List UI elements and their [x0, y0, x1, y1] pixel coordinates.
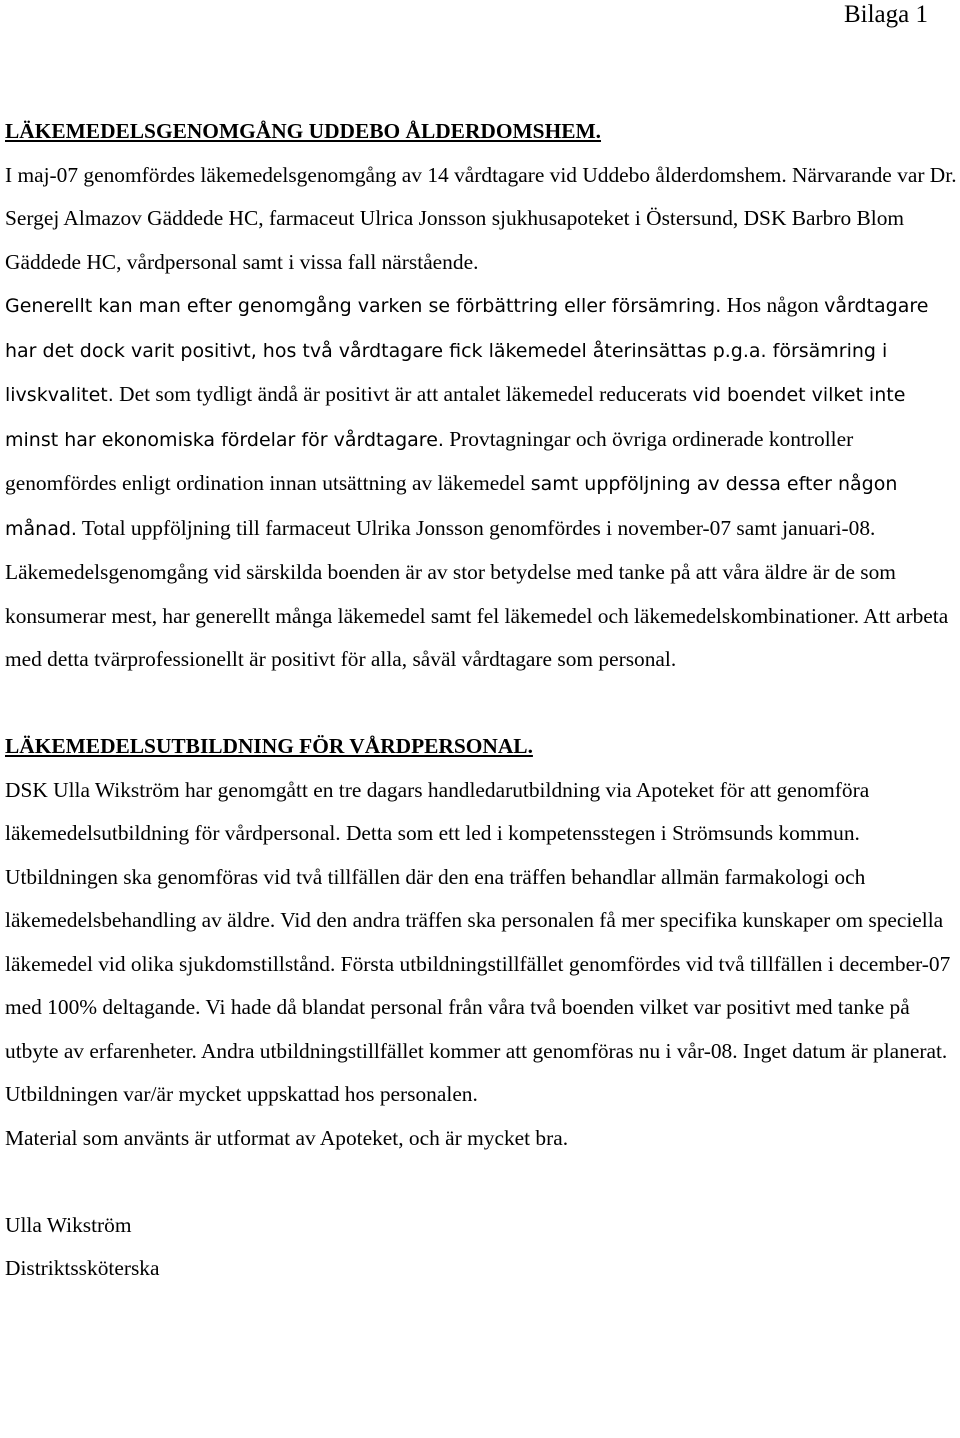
signature-title: Distriktssköterska [5, 1256, 160, 1280]
signature-name: Ulla Wikström [5, 1212, 132, 1237]
appendix-label: Bilaga 1 [843, 1, 928, 28]
paragraph-outcome [5, 284, 960, 551]
spacer [5, 682, 960, 726]
paragraph-material: Material som använts är utformat av Apoteket, och är mycket bra. [5, 1125, 569, 1150]
text-run-serif: Total uppföljning till farmaceut Ulrika Jonsson genomfördes i november-07 samt januari-08. [81, 515, 876, 540]
text-run-sans: Generellt kan man efter genomgång varken se förbättring eller försämring. [5, 295, 722, 317]
text-run-sans: vid boendet vilket inte minst har ekonomiska fördelar för vårdtagare. [5, 384, 906, 451]
paragraph-training: DSK Ulla Wikström har genomgått en tre dagars handledarutbildning via Apoteket för att genomföra läkemedelsutbildning för vårdpersonal. Detta som ett led i kompetensstegen i Strömsunds kommun. Utbildningen ska genomföras vid två tillfällen där den ena träffen behandlar allmän farmakologi och läkemedelsbehandling av äldre. Vid den andra träffen ska personalen få mer specifika kunskaper om speciella läkemedel vid olika sjukdomstillstånd. Första utbildningstillfället genomfördes vid två tillfällen i december-07 med 100% deltagande. Vi hade då blandat personal från våra två boenden vilket var positivt med tanke på utbyte av erfarenheter. Andra utbildningstillfället kommer att genomföras nu i vår-08. Inget datum är planerat. Utbildningen var/är mycket uppskattad hos personalen. [5, 777, 951, 1106]
text-run-serif: Det som tydligt ändå är positivt är att antalet läkemedel reducerats [119, 382, 687, 406]
section-heading-medication-review: LÄKEMEDELSGENOMGÅNG UDDEBO ÅLDERDOMSHEM. [5, 119, 602, 143]
paragraph-intro: I maj-07 genomfördes läkemedelsgenomgång av 14 vårdtagare vid Uddebo ålderdomshem. Närvarande var Dr. Sergej Almazov Gäddede HC, farmaceut Ulrica Jonsson sjukhusapoteket i Östersund, DSK Barbro Blom Gäddede HC, vårdpersonal samt i vissa fall närstående. [5, 162, 957, 274]
text-run-sans: samt uppföljning av dessa efter någon månad. [5, 473, 898, 540]
text-run-sans: vårdtagare har det dock varit positivt, hos två vårdtagare fick läkemedel återinsättas p.g.a. försämring i livskvalitet. [5, 295, 929, 406]
text-run-serif: Hos någon [726, 293, 819, 317]
paragraph-importance: Läkemedelsgenomgång vid särskilda boenden är av stor betydelse med tanke på att våra äldre är de som konsumerar mest, har generellt många läkemedel samt fel läkemedel och läkemedelskombinationer. Att arbeta med detta tvärprofessionellt är positivt för alla, såväl vårdtagare som personal. [5, 560, 949, 671]
text-run-serif: Provtagningar och övriga ordinerade kontroller genomfördes enligt ordination innan utsättning av läkemedel [5, 426, 854, 495]
spacer [5, 1160, 960, 1204]
section-heading-staff-training: LÄKEMEDELSUTBILDNING FÖR VÅRDPERSONAL. [5, 734, 533, 758]
document-body [5, 110, 960, 1291]
